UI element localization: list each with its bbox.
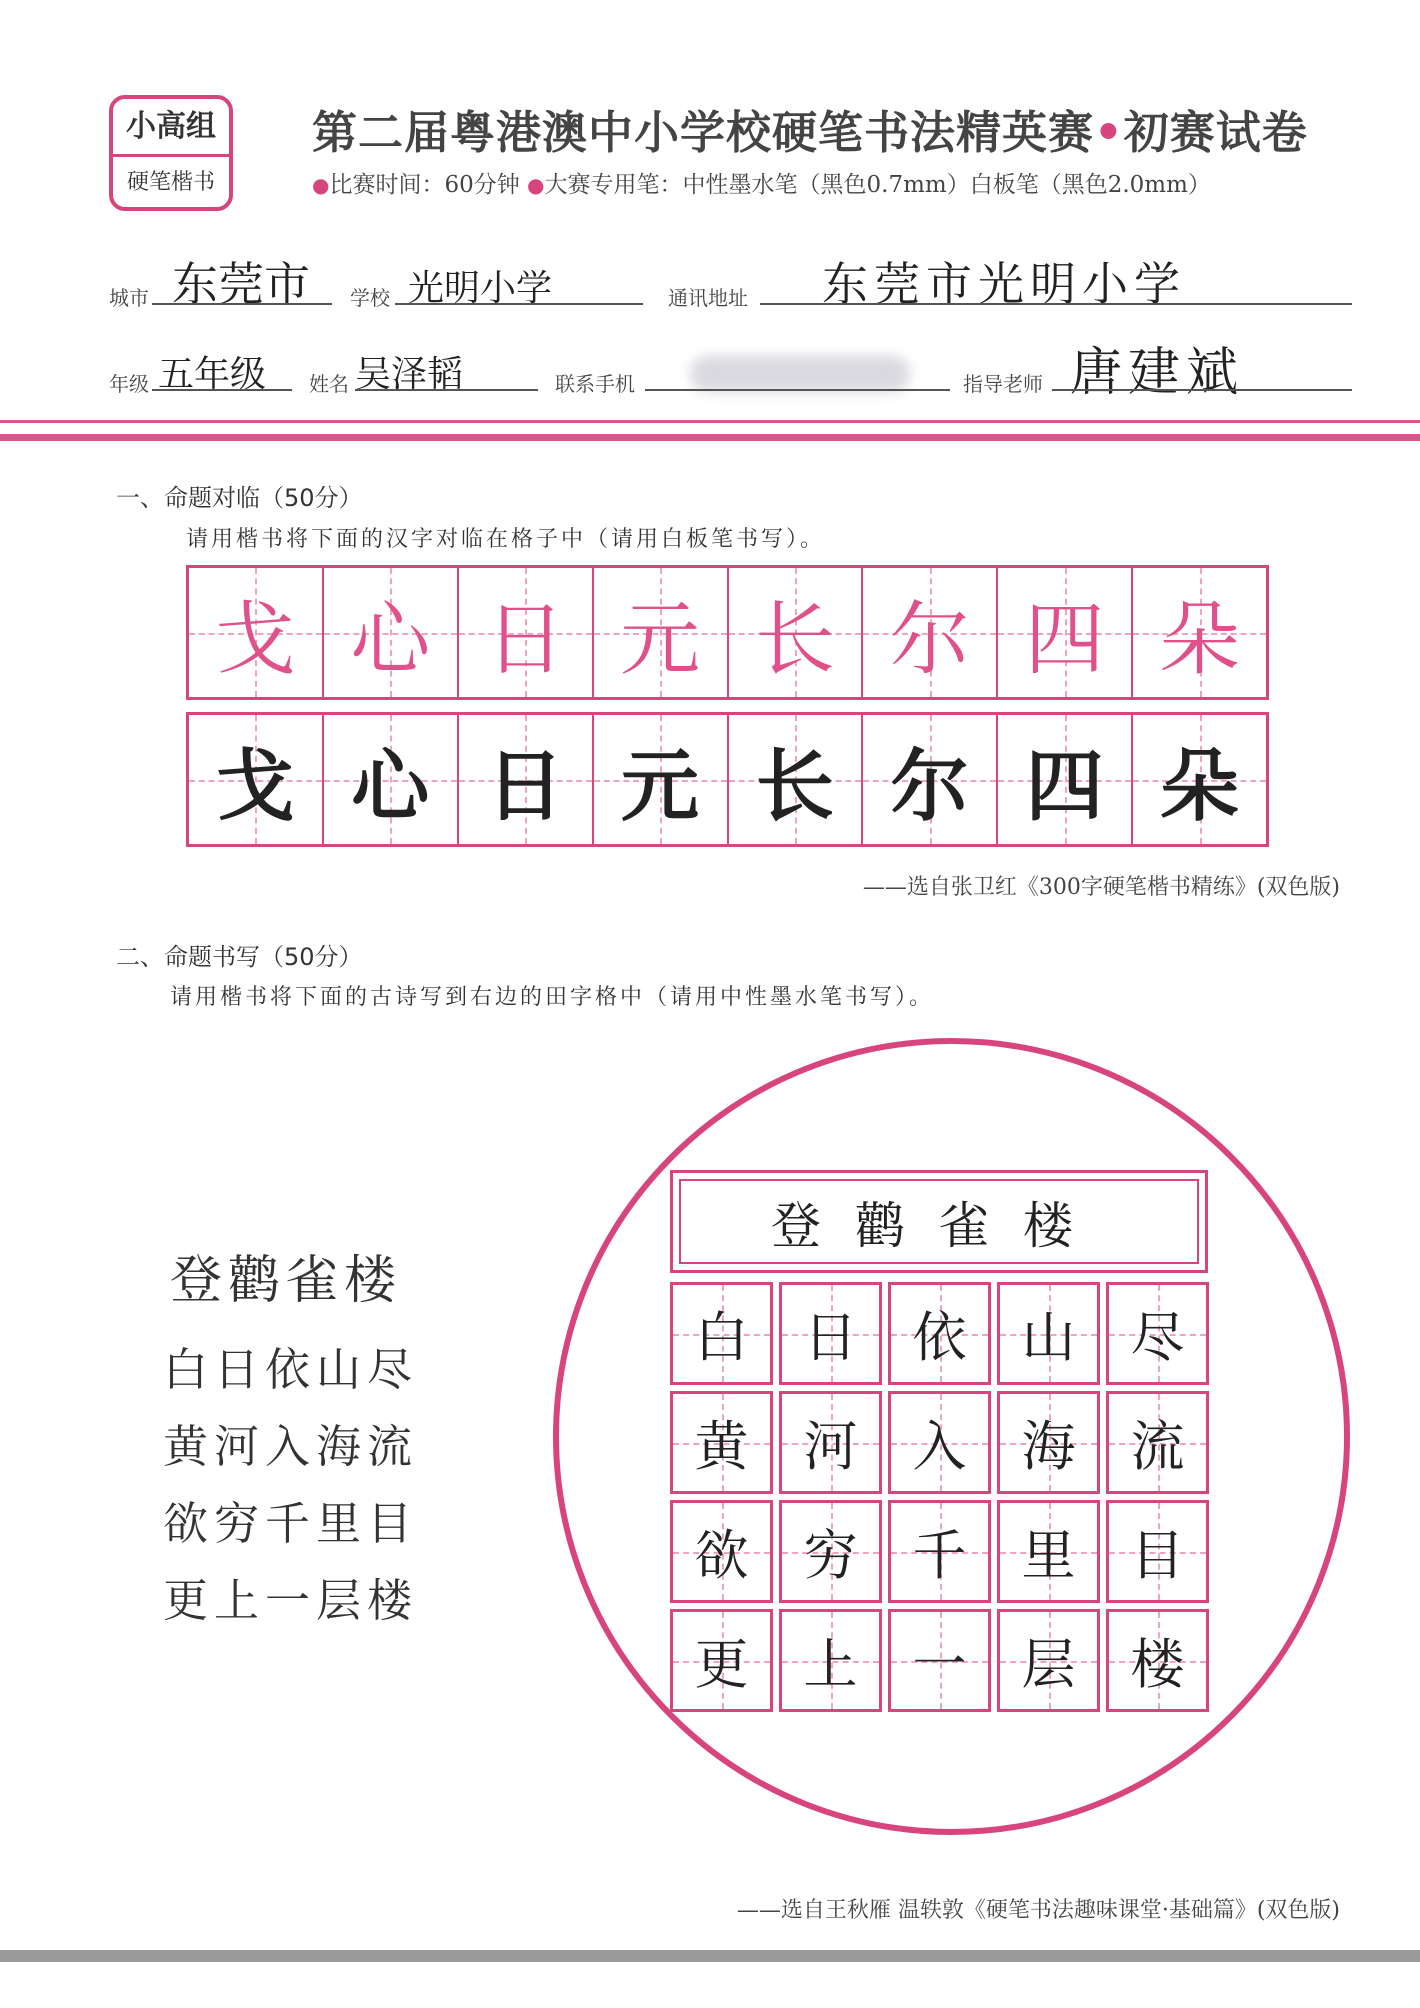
section1-heading: 一、命题对临（50分） bbox=[116, 484, 363, 512]
written-char: 白 bbox=[694, 1306, 749, 1369]
tianzige-cell bbox=[888, 1500, 991, 1603]
model-cell: 朵 bbox=[1133, 568, 1266, 697]
model-cell: 戈 bbox=[189, 568, 324, 697]
divider-bottom bbox=[0, 434, 1420, 441]
written-char: 黄 bbox=[694, 1415, 749, 1478]
written-char: 入 bbox=[912, 1415, 967, 1478]
written-char: 层 bbox=[1021, 1633, 1076, 1696]
phone-label: 联系手机 bbox=[555, 372, 635, 396]
written-char: 穷 bbox=[803, 1524, 858, 1587]
city-label: 城市 bbox=[109, 286, 149, 310]
poem-line: 白日依山尽 bbox=[163, 1343, 419, 1396]
tianzige-cell bbox=[779, 1500, 882, 1603]
tianzige-cell bbox=[1106, 1391, 1209, 1494]
written-char: 河 bbox=[803, 1415, 858, 1478]
phone-line bbox=[645, 389, 950, 391]
tianzige-cell bbox=[997, 1282, 1100, 1385]
school-line bbox=[395, 303, 643, 305]
name-label: 姓名 bbox=[309, 372, 349, 396]
tianzige-cell bbox=[670, 1609, 773, 1712]
bullet-icon: ● bbox=[312, 173, 330, 197]
tianzige-cell bbox=[997, 1609, 1100, 1712]
written-char: 日 bbox=[803, 1306, 858, 1369]
grade-value: 五年级 bbox=[158, 354, 267, 395]
city-line bbox=[152, 303, 332, 305]
address-label: 通讯地址 bbox=[668, 286, 748, 310]
written-char: 流 bbox=[1130, 1415, 1185, 1478]
written-char: 山 bbox=[1021, 1306, 1076, 1369]
poem-title: 登鹳雀楼 bbox=[170, 1251, 403, 1311]
badge-group: 小高组 bbox=[113, 99, 229, 157]
exam-pens: 大赛专用笔：中性墨水笔（黑色0.7mm）白板笔（黑色2.0mm） bbox=[544, 172, 1211, 198]
copy-cell: 元 bbox=[594, 715, 729, 844]
written-char: 楼 bbox=[1130, 1633, 1185, 1696]
school-value: 光明小学 bbox=[408, 268, 553, 309]
section1-instruction: 请用楷书将下面的汉字对临在格子中（请用白板笔书写）。 bbox=[186, 527, 826, 552]
teacher-line bbox=[1052, 389, 1352, 391]
tianzige-cell bbox=[888, 1609, 991, 1712]
written-char: 里 bbox=[1021, 1524, 1076, 1587]
written-char: 一 bbox=[912, 1633, 967, 1696]
section2-source: ——选自王秋雁 温轶敦《硬笔书法趣味课堂·基础篇》(双色版) bbox=[736, 1898, 1340, 1923]
grade-label: 年级 bbox=[109, 372, 149, 396]
written-char: 尽 bbox=[1130, 1306, 1185, 1369]
bullet-icon: ● bbox=[527, 173, 545, 197]
written-char: 上 bbox=[803, 1633, 858, 1696]
title-main: 第二届粤港澳中小学校硬笔书法精英赛 bbox=[312, 106, 1095, 159]
copy-cell: 戈 bbox=[189, 715, 324, 844]
page-title bbox=[312, 96, 1308, 161]
model-cell: 日 bbox=[459, 568, 594, 697]
model-cell: 心 bbox=[324, 568, 459, 697]
written-char: 目 bbox=[1130, 1524, 1185, 1587]
copy-cell: 长 bbox=[729, 715, 864, 844]
address-line bbox=[760, 303, 1352, 305]
tianzige-cell bbox=[1106, 1282, 1209, 1385]
city-value: 东莞市 bbox=[172, 257, 310, 311]
tianzige-cell bbox=[1106, 1609, 1209, 1712]
divider-top bbox=[0, 420, 1420, 423]
title-suffix: 初赛试卷 bbox=[1123, 106, 1308, 159]
poem-line: 黄河入海流 bbox=[163, 1420, 419, 1473]
written-char: 更 bbox=[694, 1633, 749, 1696]
bottom-band bbox=[0, 1950, 1420, 1962]
copy-cell: 四 bbox=[998, 715, 1133, 844]
written-char: 依 bbox=[912, 1306, 967, 1369]
tianzige-cell bbox=[1106, 1500, 1209, 1603]
title-dot-icon: • bbox=[1094, 106, 1124, 159]
section2-heading: 二、命题书写（50分） bbox=[116, 943, 363, 971]
tianzige-cell bbox=[888, 1391, 991, 1494]
tianzige-cell bbox=[670, 1500, 773, 1603]
teacher-label: 指导老师 bbox=[963, 372, 1043, 396]
answer-title-box bbox=[670, 1170, 1208, 1273]
tianzige-cell bbox=[779, 1391, 882, 1494]
section1-source: ——选自张卫红《300字硬笔楷书精练》(双色版) bbox=[862, 875, 1340, 900]
category-badge bbox=[109, 95, 233, 211]
model-cell: 长 bbox=[729, 568, 864, 697]
tianzige-cell bbox=[670, 1391, 773, 1494]
exam-time: 比赛时间：60分钟 bbox=[329, 172, 520, 198]
grade-line bbox=[152, 389, 292, 391]
model-cell: 四 bbox=[998, 568, 1133, 697]
copy-cell: 心 bbox=[324, 715, 459, 844]
name-value: 吴泽韬 bbox=[355, 354, 464, 395]
copy-grid bbox=[186, 712, 1269, 847]
tianzige-cell bbox=[888, 1282, 991, 1385]
school-label: 学校 bbox=[350, 286, 390, 310]
tianzige-cell bbox=[997, 1391, 1100, 1494]
tianzige-cell bbox=[670, 1282, 773, 1385]
tianzige-cell bbox=[779, 1609, 882, 1712]
tianzige-cell bbox=[997, 1500, 1100, 1603]
poem-line: 更上一层楼 bbox=[163, 1574, 419, 1627]
written-char: 欲 bbox=[694, 1524, 749, 1587]
copy-cell: 日 bbox=[459, 715, 594, 844]
tianzige-cell bbox=[779, 1282, 882, 1385]
poem-line: 欲穷千里目 bbox=[163, 1497, 419, 1550]
teacher-value: 唐建斌 bbox=[1070, 343, 1245, 403]
copy-cell: 朵 bbox=[1133, 715, 1266, 844]
written-char: 千 bbox=[912, 1524, 967, 1587]
badge-style: 硬笔楷书 bbox=[126, 170, 215, 195]
answer-title: 登鹳雀楼 bbox=[679, 1179, 1199, 1264]
address-value: 东莞市光明小学 bbox=[822, 257, 1186, 311]
model-cell: 尔 bbox=[863, 568, 998, 697]
section2-instruction: 请用楷书将下面的古诗写到右边的田字格中（请用中性墨水笔书写）。 bbox=[170, 985, 935, 1010]
written-char: 海 bbox=[1021, 1415, 1076, 1478]
phone-blurred bbox=[690, 356, 910, 392]
exam-rules bbox=[312, 166, 1211, 199]
copy-cell: 尔 bbox=[863, 715, 998, 844]
name-line bbox=[355, 389, 538, 391]
model-cell: 元 bbox=[594, 568, 729, 697]
model-grid bbox=[186, 565, 1269, 700]
